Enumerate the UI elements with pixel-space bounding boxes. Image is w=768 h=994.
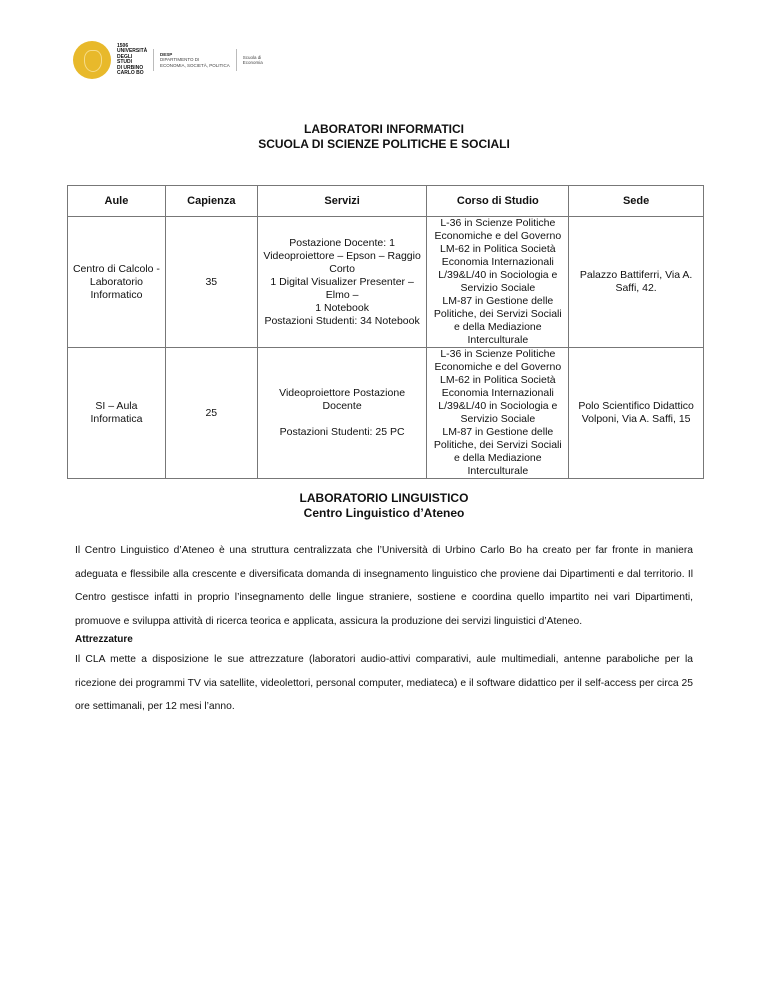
cell-corso — [427, 217, 569, 348]
attrezzature-heading: Attrezzature — [75, 634, 133, 645]
cell-aula — [68, 348, 166, 479]
university-name: 1506 UNIVERSITÀ DEGLI STUDI DI URBINO CARLO BO — [117, 42, 148, 76]
description-paragraph: Il Centro Linguistico d’Ateneo è una struttura centralizzata che l’Università di Urbino Carlo Bo ha creato per far fronte in maniera adeguata e flessibile alla crescente e diversificata domanda di insegnamento linguistico che proviene dai Dipartimenti e dal territorio. Il Centro gestisce infatti in proprio l’insegnamento delle lingue straniere, sostiene e coordina quello impartito nei vari Dipartimenti, promuove e sviluppa attività di ricerca teorica e applicata, assicura la produzione dei servizi linguistici d’Ateneo. — [75, 545, 693, 627]
cell-line — [261, 413, 424, 426]
cell-line: L-36 in Scienze Politiche — [440, 217, 556, 229]
cell-line: Volponi, Via A. Saffi, 15 — [581, 413, 691, 425]
cell-line: Informatica — [90, 413, 143, 425]
cell-sede — [569, 348, 704, 479]
cell-line: Postazioni Studenti: 25 PC — [279, 426, 405, 438]
cell-line: L-36 in Scienze Politiche — [440, 348, 556, 360]
cell-line: Interculturale — [467, 334, 529, 346]
cell-line: LM-87 in Gestione delle — [442, 295, 554, 307]
cell-line: Videoproiettore – Epson – Raggio — [263, 249, 421, 262]
school-name: Scuola di Economia — [242, 54, 263, 65]
header-capienza: Capienza — [165, 186, 257, 217]
cell-line: Saffi, 42. — [615, 282, 657, 294]
cell-line: Economiche e del Governo — [434, 361, 562, 373]
cell-line: Economia Internazionali — [441, 387, 554, 399]
table-header-row — [68, 186, 704, 217]
cell-servizi — [257, 217, 427, 348]
cell-line: Docente — [322, 400, 362, 412]
cell-servizi — [257, 348, 427, 479]
cell-sede — [569, 217, 704, 348]
attrezzature-paragraph: Il CLA mette a disposizione le sue attrezzature (laboratori audio-attivi comparativi, aule multimediali, antenne paraboliche per la ricezione dei programmi TV via satellite, videolettori, personal computer, mediateca) e il software didattico per il self-access per circa 25 ore settimanali, per 12 mesi l’anno. — [75, 654, 693, 712]
department-name: DESP DIPARTIMENTO DI ECONOMIA, SOCIETÀ, POLITICA — [160, 51, 230, 68]
cell-corso — [427, 348, 569, 479]
cell-line: Economia Internazionali — [441, 256, 554, 268]
section-title: LABORATORIO LINGUISTICO — [299, 491, 469, 505]
cell-line: e della Mediazione — [454, 321, 542, 333]
cell-line: Centro di Calcolo - — [72, 262, 160, 275]
cell-line: LM-87 in Gestione delle — [442, 426, 554, 438]
cell-capienza: 25 — [165, 348, 257, 479]
header-corso: Corso di Studio — [427, 186, 569, 217]
cell-capienza: 35 — [165, 217, 257, 348]
cell-line: LM-62 in Politica Società — [440, 243, 556, 255]
section-subtitle: Centro Linguistico d’Ateneo — [303, 506, 465, 520]
cell-line: Postazione Docente: 1 — [289, 236, 395, 249]
cell-line: Servizio Sociale — [460, 413, 536, 425]
cell-line: Politiche, dei Servizi Sociali — [433, 439, 562, 451]
cell-aula — [68, 217, 166, 348]
cell-line: Elmo – — [325, 288, 359, 301]
cell-line: Servizio Sociale — [460, 282, 536, 294]
cell-line: Economiche e del Governo — [434, 230, 562, 242]
divider — [153, 49, 154, 71]
cell-line: L/39&L/40 in Sociologia e — [438, 269, 558, 281]
cell-line: e della Mediazione — [454, 452, 542, 464]
cell-line: Politiche, dei Servizi Sociali — [433, 308, 562, 320]
cell-line: Polo Scientifico Didattico — [578, 400, 694, 412]
cell-line: Palazzo Battiferri, Via A. — [579, 269, 693, 281]
section-title: LABORATORI INFORMATICI — [304, 122, 464, 136]
university-logo — [73, 40, 263, 80]
cell-line: Interculturale — [467, 465, 529, 477]
cell-line: Postazioni Studenti: 34 Notebook — [264, 314, 420, 327]
section-subtitle: SCUOLA DI SCIENZE POLITICHE E SOCIALI — [258, 137, 510, 151]
cell-line: 1 Digital Visualizer Presenter – — [270, 275, 414, 288]
header-aule: Aule — [68, 186, 166, 217]
university-seal-icon — [73, 41, 111, 79]
cell-line: L/39&L/40 in Sociologia e — [438, 400, 558, 412]
cell-line: Informatico — [90, 288, 143, 301]
header-sede: Sede — [569, 186, 704, 217]
table-row — [68, 348, 704, 479]
labs-table — [67, 185, 704, 479]
header-servizi: Servizi — [257, 186, 427, 217]
table-row — [68, 217, 704, 348]
cell-line: Laboratorio — [89, 275, 143, 288]
cell-line: Videoproiettore Postazione — [279, 387, 406, 399]
cell-line: SI – Aula — [95, 400, 138, 412]
divider — [236, 49, 237, 71]
cell-line: 1 Notebook — [315, 301, 369, 314]
cell-line: LM-62 in Politica Società — [440, 374, 556, 386]
cell-line: Corto — [329, 262, 355, 275]
